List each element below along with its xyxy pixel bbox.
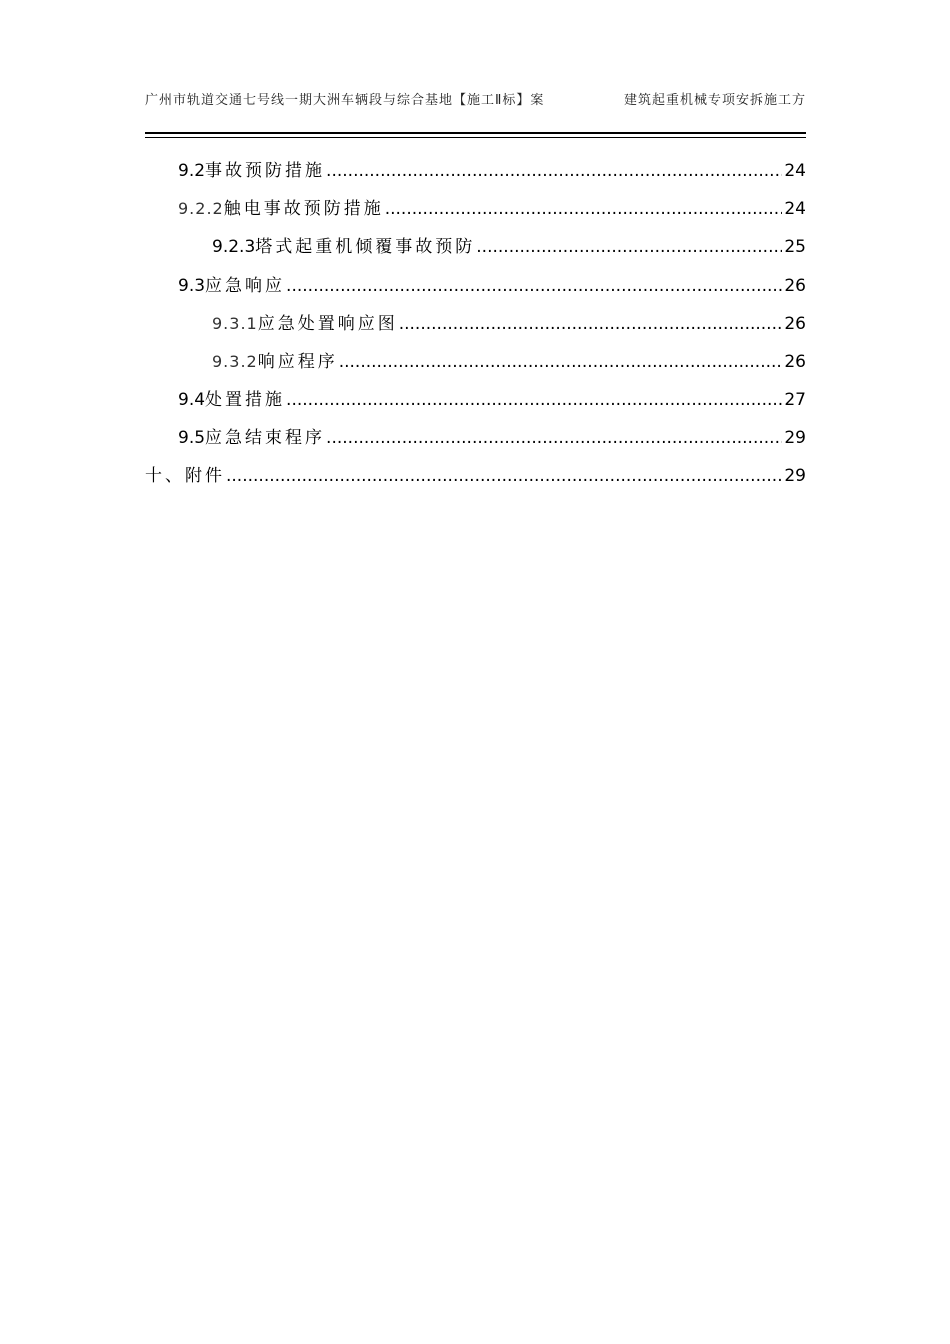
toc-dot-leader: [339, 349, 783, 375]
toc-entry-title: 附件: [185, 466, 225, 486]
toc-entry-page: 24: [784, 199, 806, 219]
toc-entry-number: 9.3: [178, 276, 206, 296]
toc-entry-9-3[interactable]: [178, 273, 806, 299]
toc-entry-page: 25: [784, 237, 806, 257]
toc-entry-number: 9.2.2: [178, 199, 224, 218]
toc-entry-title: 塔式起重机倾覆事故预防: [255, 237, 476, 257]
toc-entry-9-5[interactable]: [178, 425, 806, 451]
toc-entry-title: 处置措施: [205, 390, 286, 410]
toc-entry-page: 26: [784, 352, 806, 372]
toc-entry-number: 9.3.2: [212, 352, 258, 371]
toc-entry-title: 事故预防措施: [205, 161, 326, 181]
toc-entry-page: 27: [784, 390, 806, 410]
toc-dot-leader: [326, 158, 782, 184]
toc-dot-leader: [399, 311, 783, 337]
toc-entry-page: 26: [784, 276, 806, 296]
toc-entry-number: 9.2.3: [212, 237, 256, 257]
toc-dot-leader: [385, 196, 783, 222]
toc-entry-title: 响应程序: [257, 352, 338, 372]
toc-entry-page: 29: [784, 428, 806, 448]
toc-entry-number: 9.4: [178, 390, 206, 410]
toc-entry-title: 触电事故预防措施: [223, 199, 384, 219]
toc-entry-9-4[interactable]: [178, 387, 806, 413]
toc-entry-page: 26: [784, 314, 806, 334]
toc-entry-9-3-1[interactable]: [212, 311, 806, 337]
page-header: [145, 90, 806, 112]
toc-dot-leader: [326, 425, 782, 451]
toc-entry-number: 9.2: [178, 161, 206, 181]
toc-entry-9-2[interactable]: [178, 158, 806, 184]
toc-entry-9-3-2[interactable]: [212, 349, 806, 375]
toc-entry-page: 24: [784, 161, 806, 181]
toc-entry-9-2-2[interactable]: [178, 196, 806, 222]
toc-entry-10[interactable]: [145, 463, 806, 489]
toc-entry-number: 9.5: [178, 428, 206, 448]
toc-dot-leader: [226, 463, 782, 489]
toc-entry-title: 应急结束程序: [205, 428, 326, 448]
header-rule: [145, 132, 806, 138]
toc-entry-title: 应急响应: [205, 276, 286, 296]
toc-entry-page: 29: [784, 466, 806, 486]
toc-entry-9-2-3[interactable]: [212, 234, 806, 260]
toc-dot-leader: [476, 234, 782, 260]
toc-entry-title: 应急处置响应图: [257, 314, 398, 334]
toc-dot-leader: [286, 387, 782, 413]
header-document-title: 建筑起重机械专项安拆施工方: [623, 93, 806, 108]
header-project-title: 广州市轨道交通七号线一期大洲车辆段与综合基地【施工Ⅱ标】案: [145, 93, 545, 108]
toc-dot-leader: [286, 273, 782, 299]
toc-entry-number: 十、: [145, 466, 185, 486]
toc-entry-number: 9.3.1: [212, 314, 258, 333]
